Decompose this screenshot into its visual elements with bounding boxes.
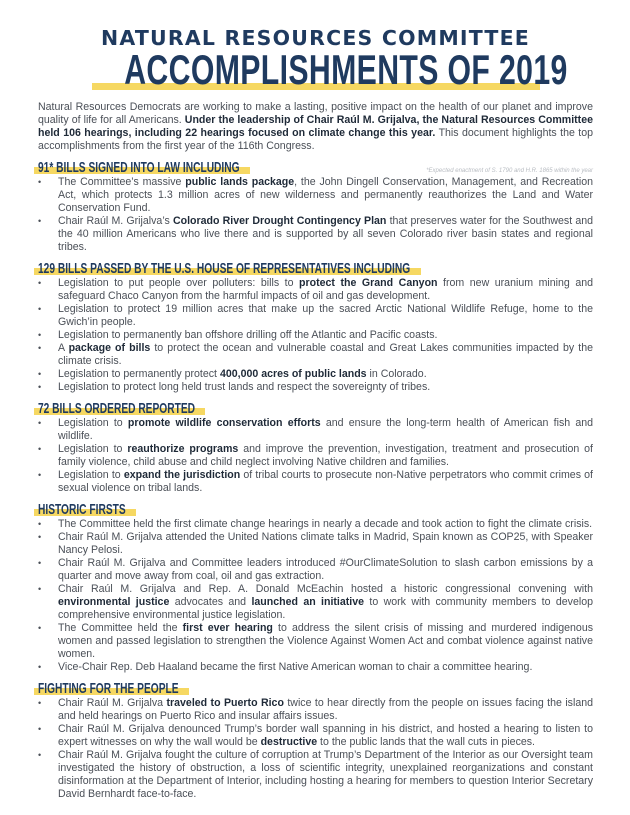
item-text: Chair Raúl M. Grijalva (58, 697, 167, 709)
item-text: Legislation to (58, 443, 128, 455)
section-heading-text: 72 BILLS ORDERED REPORTED (38, 400, 195, 417)
section (38, 400, 593, 495)
item-text: of tribal courts to prosecute non-Native perpetrators who commit crimes of sexual violence on tribal lands. (58, 469, 593, 494)
item-text: Legislation to (58, 469, 124, 481)
list-item (38, 557, 593, 583)
bullet-list (38, 277, 593, 394)
bullet-icon: • (38, 278, 42, 288)
item-text: to protect the ocean and vulnerable coastal and Great Lakes communities impacted by the climate crisis. (58, 342, 593, 367)
intro-paragraph (38, 101, 593, 153)
list-item (38, 215, 593, 254)
bullet-icon: • (38, 304, 42, 314)
document-header (38, 0, 593, 93)
bullet-icon: • (38, 330, 42, 340)
item-text: Legislation to put people over polluters: bills to (58, 277, 300, 289)
bullet-icon: • (38, 369, 42, 379)
list-item (38, 749, 593, 801)
item-text: , the John Dingell Conservation, Management, and Recreation Act, which protects 1.3 million acres of new wilderness and permanently reauthorizes the Land and Water Conservation Fund. (58, 176, 593, 214)
item-text: A (58, 342, 69, 354)
bullet-icon: • (38, 519, 42, 529)
list-item (38, 469, 593, 495)
item-emphasis: launched an initiative (251, 596, 365, 608)
bullet-icon: • (38, 382, 42, 392)
section-heading-text: FIGHTING FOR THE PEOPLE (38, 680, 179, 697)
bullet-icon: • (38, 418, 42, 428)
section-heading (38, 680, 179, 696)
item-text: to address the silent crisis of missing and murdered indigenous women and passed legislation to strengthen the Violence Against Women Act and combat violence against native women. (58, 622, 594, 660)
item-emphasis: first ever hearing (182, 622, 273, 634)
bullet-icon: • (38, 343, 42, 353)
item-emphasis: promote wildlife conservation efforts (127, 417, 321, 429)
item-text: Vice-Chair Rep. Deb Haaland became the first Native American woman to chair a committee hearing. (58, 661, 533, 673)
item-emphasis: expand the jurisdiction (123, 469, 241, 481)
bullet-icon: • (38, 177, 42, 187)
item-text: Chair Raúl M. Grijalva fought the culture of corruption at Trump’s Department of the Interior as our Oversight team investigated the history of obstruction, a loss of scientific integrity, unexplained reorganizations and constant disinformation at the Department of Interior, including hosting a hearing for members to question Interior Secretary David Bernhardt face-to-face. (58, 749, 593, 800)
list-item (38, 303, 593, 329)
committee-kicker: NATURAL RESOURCES COMMITTEE (100, 26, 531, 50)
bullet-icon: • (38, 623, 42, 633)
item-text: Chair Raúl M. Grijalva’s (58, 215, 173, 227)
item-text: from new uranium mining and safeguard Chaco Canyon from the harmful impacts of oil and gas development. (58, 277, 594, 302)
item-emphasis: environmental justice (58, 596, 170, 608)
item-emphasis: reauthorize programs (127, 443, 239, 455)
item-text: to the public lands that the wall cuts in pieces. (317, 736, 535, 748)
list-item (38, 443, 593, 469)
item-emphasis: Colorado River Drought Contingency Plan (172, 215, 387, 227)
list-item (38, 518, 593, 531)
list-item (38, 417, 593, 443)
section-heading-text: HISTORIC FIRSTS (38, 501, 126, 518)
item-text: Chair Raúl M. Grijalva and Rep. A. Donald McEachin hosted a historic congressional convening with (58, 583, 593, 595)
list-item (38, 368, 593, 381)
bullet-icon: • (38, 662, 42, 672)
item-text: Legislation to protect 19 million acres that make up the sacred Arctic National Wildlife Refuge, home to the Gwich’in people. (58, 303, 593, 328)
list-item (38, 329, 593, 342)
item-text: Chair Raúl M. Grijalva denounced Trump’s border wall spanning in his district, and hosted a hearing to listen to expert witnesses on why the wall would be (58, 723, 593, 748)
section-heading-row (38, 260, 593, 276)
bullet-list (38, 518, 593, 674)
list-item (38, 723, 593, 749)
intro-emphasis: Under the leadership of Chair Raúl M. Grijalva, the Natural Resources Committee held 106 hearings, including 22 hearings focused on climate change this year. (38, 114, 593, 139)
list-item (38, 381, 593, 394)
item-emphasis: package of bills (68, 342, 151, 354)
list-item (38, 176, 593, 215)
bullet-icon: • (38, 558, 42, 568)
list-item (38, 697, 593, 723)
list-item (38, 661, 593, 674)
item-text: The Committee held the (58, 622, 183, 634)
item-text: Legislation to permanently ban offshore drilling off the Atlantic and Pacific coasts. (58, 329, 438, 341)
section-heading (38, 400, 195, 416)
bullet-icon: • (38, 698, 42, 708)
list-item (38, 583, 593, 622)
bullet-list (38, 176, 593, 254)
document-title: ACCOMPLISHMENTS OF 2019 (124, 46, 568, 93)
list-item (38, 277, 593, 303)
section (38, 501, 593, 674)
section-heading-text: 129 BILLS PASSED BY THE U.S. HOUSE OF REPRESENTATIVES INCLUDING (38, 260, 411, 277)
bullet-icon: • (38, 444, 42, 454)
item-emphasis: destructive (260, 736, 318, 748)
item-text: Chair Raúl M. Grijalva and Committee leaders introduced #OurClimateSolution to slash carbon emissions by a quarter and move away from coal, oil and gas extraction. (58, 557, 593, 582)
bullet-icon: • (38, 532, 42, 542)
item-emphasis: protect the Grand Canyon (299, 277, 438, 289)
item-text: to work with community members to develop comprehensive environmental justice legislation. (58, 596, 593, 621)
section (38, 260, 593, 394)
section-heading-row (38, 680, 593, 696)
section-heading-row (38, 159, 593, 175)
bullet-icon: • (38, 470, 42, 480)
item-text: The Committee held the first climate change hearings in nearly a decade and took action to fight the climate crisis. (58, 518, 593, 530)
item-text: Legislation to (58, 417, 128, 429)
item-emphasis: traveled to Puerto Rico (166, 697, 284, 709)
list-item (38, 531, 593, 557)
section-footnote: *Expected enactment of S. 1790 and H.R. 1865 within the year (426, 168, 593, 174)
item-text: Legislation to protect long held trust lands and respect the sovereignty of tribes. (58, 381, 431, 393)
section-heading-row (38, 400, 593, 416)
item-text: Legislation to permanently protect (58, 368, 220, 380)
section-heading (38, 260, 411, 276)
bullet-icon: • (38, 724, 42, 734)
bullet-icon: • (38, 584, 42, 594)
item-text: twice to hear directly from the people on issues facing the island and held hearings on Puerto Rico and insular affairs issues. (58, 697, 593, 722)
item-text: advocates and (169, 596, 252, 608)
section-heading (38, 159, 240, 175)
section-heading (38, 501, 126, 517)
bullet-list (38, 417, 593, 495)
item-emphasis: public lands package (185, 176, 295, 188)
intro-text: This document highlights the top accomplishments from the first year of the 116th Congress. (38, 127, 594, 152)
item-text: and improve the prevention, investigation, treatment and prosecution of family violence, child abuse and child neglect involving Native children and families. (58, 443, 593, 468)
section (38, 680, 593, 801)
section (38, 159, 593, 254)
intro-text: Natural Resources Democrats are working to make a lasting, positive impact on the health of our planet and improve quality of life for all Americans. (38, 101, 593, 126)
list-item (38, 622, 593, 661)
item-emphasis: 400,000 acres of public lands (219, 368, 367, 380)
item-text: Chair Raúl M. Grijalva attended the United Nations climate talks in Madrid, Spain known as COP25, with Speaker Nancy Pelosi. (58, 531, 593, 556)
sections-container (38, 159, 593, 801)
section-heading-row (38, 501, 593, 517)
bullet-icon: • (38, 216, 42, 226)
item-text: The Committee’s massive (58, 176, 186, 188)
item-text: and ensure the long-term health of American fish and wildlife. (58, 417, 594, 442)
list-item (38, 342, 593, 368)
bullet-icon: • (38, 750, 42, 760)
item-text: that preserves water for the Southwest and the 40 million Americans who live there and is supported by all seven Colorado river basin states and regional tribes. (58, 215, 593, 253)
bullet-list (38, 697, 593, 801)
item-text: in Colorado. (366, 368, 427, 380)
section-heading-text: 91* BILLS SIGNED INTO LAW INCLUDING (38, 159, 240, 176)
